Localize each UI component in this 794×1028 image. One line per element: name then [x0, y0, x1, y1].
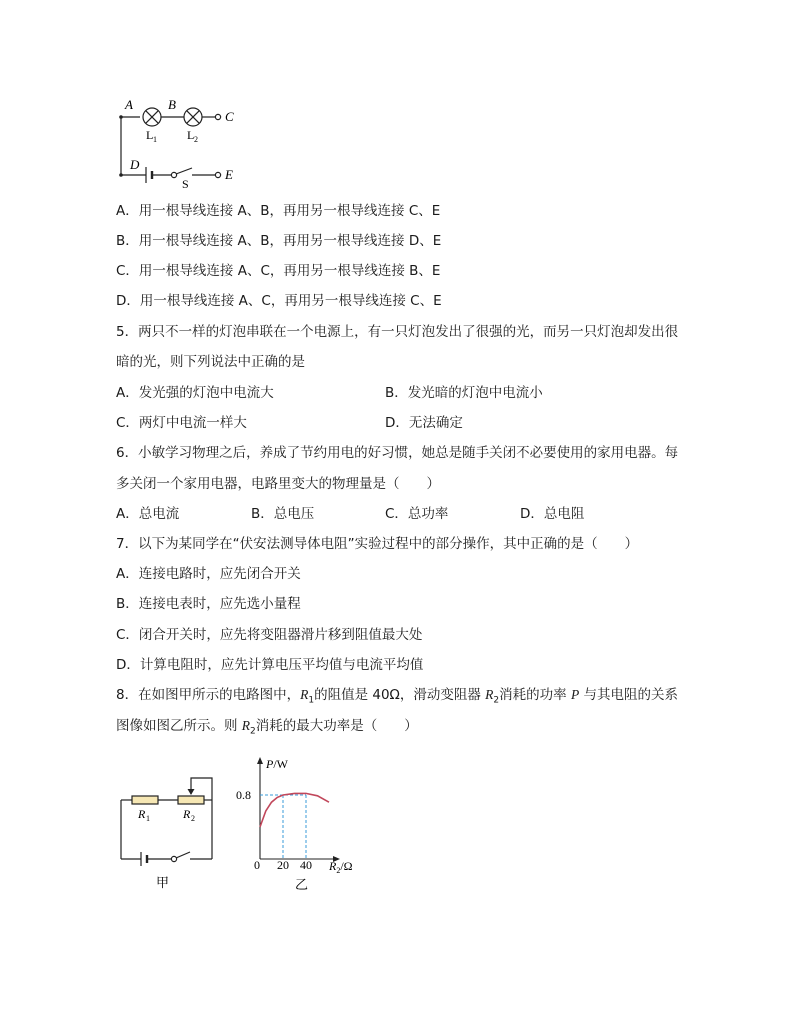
q5-option-b: B．发光暗的灯泡中电流小 [385, 385, 543, 401]
q5-stem-line2: 暗的光，则下列说法中正确的是 [116, 354, 305, 370]
q6-option-a: A．总电流 [116, 506, 180, 522]
origin-label: 0 [254, 858, 260, 872]
q7-option-a: A．连接电路时，应先闭合开关 [116, 566, 301, 582]
q4-option-d: D．用一根导线连接 A、C，再用另一根导线连接 C、E [116, 293, 442, 309]
q4-option-a: A．用一根导线连接 A、B，再用另一根导线连接 C、E [116, 203, 441, 219]
x-axis-label: $R_2/\Omega$ [329, 859, 353, 875]
switch-terminal [171, 172, 176, 177]
caption-yi: 乙 [295, 878, 309, 893]
power-resistance-chart [232, 752, 372, 894]
label-l2-sub: 2 [194, 135, 198, 144]
switch-blade [176, 168, 192, 174]
power-curve [260, 793, 329, 827]
q5-option-a: A．发光强的灯泡中电流大 [116, 385, 274, 401]
label-r2-sub: 2 [191, 814, 195, 823]
slider-arrow [188, 789, 195, 795]
label-l1-sub: 1 [153, 135, 157, 144]
q5-stem-line1: 5．两只不一样的灯泡串联在一个电源上，有一只灯泡发出了很强的光，而另一只灯泡却发出很 [116, 324, 679, 340]
label-d: D [130, 157, 140, 172]
x-tick-40: 40 [300, 858, 312, 872]
label-l1: L [146, 128, 154, 142]
q7-stem: 7．以下为某同学在“伏安法测导体电阻”实验过程中的部分操作，其中正确的是（ ） [116, 536, 639, 552]
circuit-diagram-jia [112, 770, 224, 892]
q8-stem-line2: 图像如图乙所示。则 $R_2$消耗的最大功率是（ ） [116, 718, 418, 737]
y-axis-arrow [257, 757, 263, 764]
circuit-diagram-q4 [112, 92, 252, 192]
q5-option-d: D．无法确定 [385, 415, 463, 431]
caption-jia: 甲 [156, 876, 170, 891]
label-r1-sub: 1 [146, 814, 150, 823]
q6-option-b: B．总电压 [251, 506, 315, 522]
label-e: E [225, 167, 233, 182]
q7-option-c: C．闭合开关时，应先将变阻器滑片移到阻值最大处 [116, 627, 423, 643]
terminal-e [215, 172, 220, 177]
q4-option-c: C．用一根导线连接 A、C，再用另一根导线连接 B、E [116, 263, 441, 279]
q7-option-d: D．计算电阻时，应先计算电压平均值与电流平均值 [116, 657, 424, 673]
q8-stem-line1: 8．在如图甲所示的电路图中，$R_1$的阻值是 40Ω，滑动变阻器 $R_2$消耗的功率 P 与其电阻的关系 [116, 687, 678, 706]
resistor-r1 [132, 796, 158, 804]
label-c: C [225, 109, 234, 124]
label-a: A [125, 97, 133, 112]
q4-option-b: B．用一根导线连接 A、B，再用另一根导线连接 D、E [116, 233, 442, 249]
q6-option-d: D．总电阻 [520, 506, 585, 522]
y-axis-label: P/W [266, 757, 289, 771]
y-tick-0.8: 0.8 [236, 788, 251, 802]
label-l2: L [187, 128, 195, 142]
q6-option-c: C．总功率 [385, 506, 449, 522]
q7-option-b: B．连接电表时，应先选小量程 [116, 596, 301, 612]
switch-blade-jia [176, 852, 190, 858]
q6-stem-line2: 多关闭一个家用电器，电路里变大的物理量是（ ） [116, 476, 440, 492]
rheostat-r2 [178, 796, 204, 804]
label-s: S [182, 177, 189, 191]
terminal-c [215, 114, 220, 119]
q5-option-c: C．两灯中电流一样大 [116, 415, 247, 431]
x-tick-20: 20 [277, 858, 289, 872]
q6-stem-line1: 6．小敏学习物理之后，养成了节约用电的好习惯，她总是随手关闭不必要使用的家用电器。每 [116, 445, 679, 461]
label-r1: R [138, 807, 146, 821]
label-r2: R [183, 807, 191, 821]
label-b: B [168, 97, 176, 112]
